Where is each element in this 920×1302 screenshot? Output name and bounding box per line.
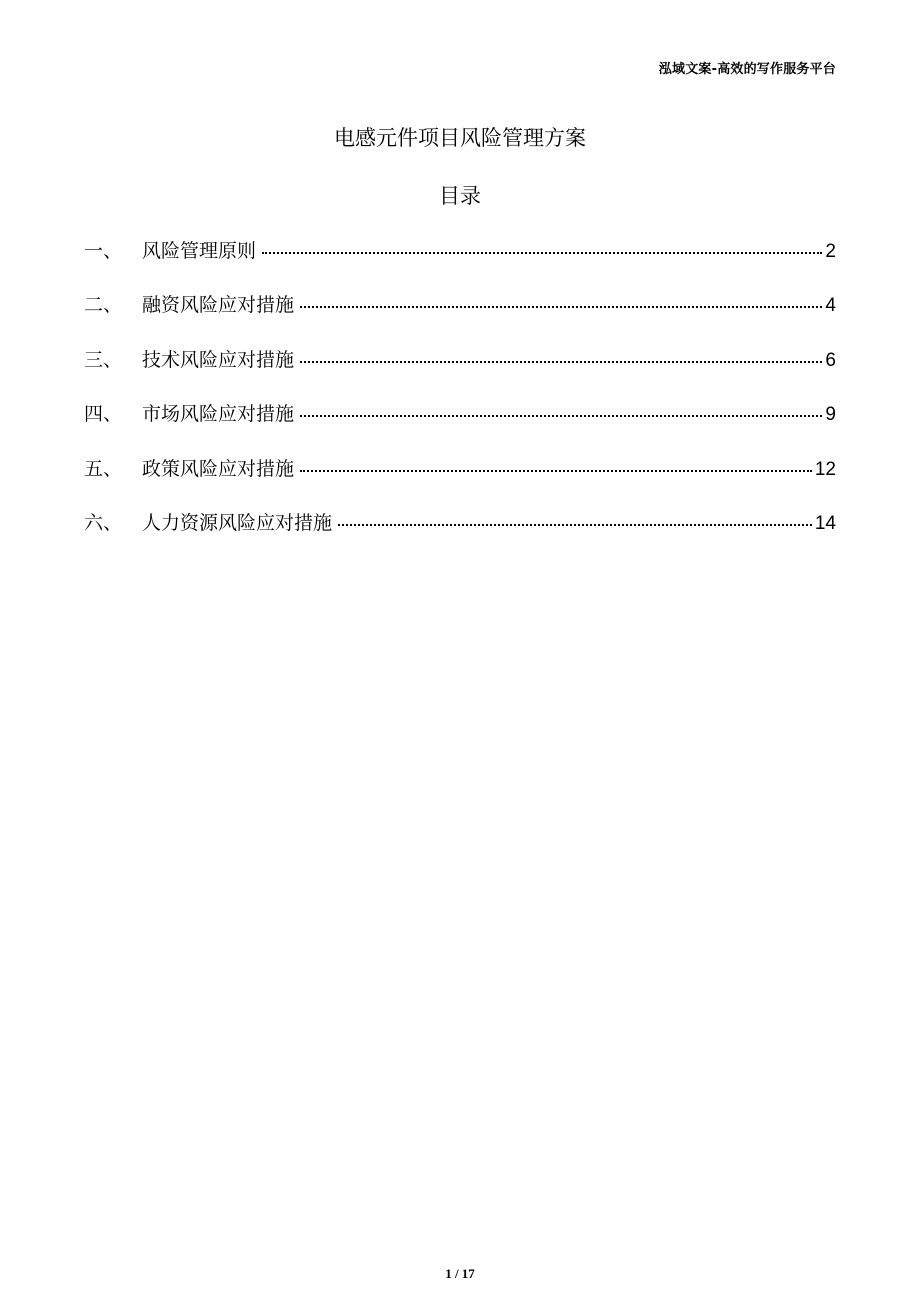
toc-entry-title: 政策风险应对措施 — [142, 457, 295, 480]
toc-entry-title: 风险管理原则 — [142, 240, 257, 262]
toc-entry-title: 融资风险应对措施 — [142, 294, 295, 317]
toc-entry-title: 人力资源风险应对措施 — [142, 511, 333, 534]
toc-entry-2[interactable] — [84, 290, 836, 344]
toc-entry-6[interactable] — [84, 508, 836, 562]
toc-entry-number: 四、 — [84, 403, 123, 426]
toc-entry-3[interactable] — [84, 345, 836, 399]
toc-dot-leader — [300, 306, 822, 308]
toc-entry-page: 2 — [825, 241, 836, 262]
document-title: 电感元件项目风险管理方案 — [334, 126, 586, 150]
toc-entry-page: 9 — [825, 404, 836, 426]
toc-entry-title: 技术风险应对措施 — [142, 348, 295, 371]
toc-entry-number: 一、 — [84, 240, 123, 262]
page-indicator: 1 / 17 — [445, 1266, 475, 1281]
toc-entry-page: 12 — [814, 458, 836, 480]
toc-dot-leader — [300, 415, 822, 417]
toc-entry-1[interactable] — [84, 236, 836, 290]
toc-entry-page: 14 — [814, 512, 836, 534]
toc-entry-page: 4 — [825, 295, 836, 317]
toc-entry-number: 六、 — [84, 511, 123, 534]
toc-dot-leader — [338, 524, 812, 526]
toc-entry-page: 6 — [825, 349, 836, 371]
toc-dot-leader — [262, 252, 822, 254]
table-of-contents — [84, 236, 836, 562]
header-brand: 泓域文案-高效的写作服务平台 — [658, 62, 836, 77]
toc-entry-number: 三、 — [84, 348, 123, 371]
toc-dot-leader — [300, 470, 812, 472]
toc-entry-title: 市场风险应对措施 — [142, 403, 295, 426]
toc-entry-5[interactable] — [84, 454, 836, 508]
toc-heading: 目录 — [439, 184, 481, 208]
toc-entry-number: 二、 — [84, 294, 123, 317]
toc-dot-leader — [300, 361, 822, 363]
toc-entry-number: 五、 — [84, 457, 123, 480]
toc-entry-4[interactable] — [84, 399, 836, 453]
